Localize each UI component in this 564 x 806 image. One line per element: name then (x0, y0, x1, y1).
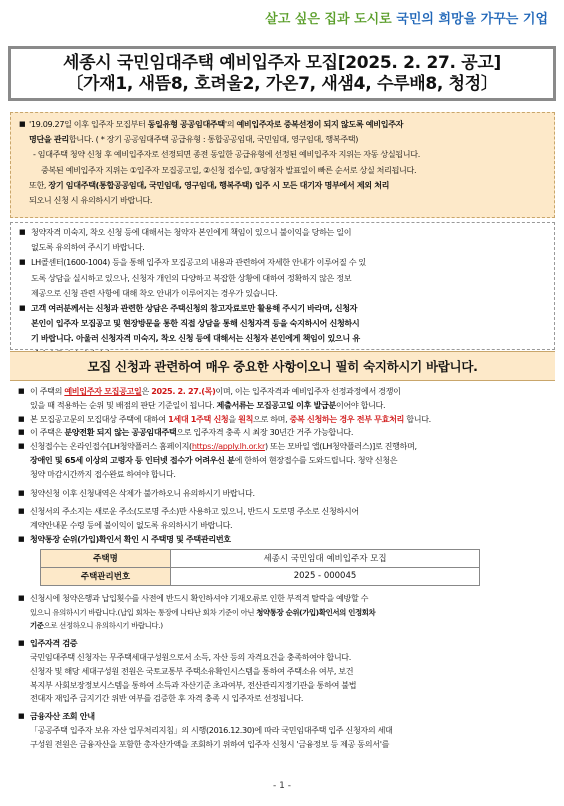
main-item-eligibility-l2: 신청자 및 해당 세대구성원 전원은 국토교통부 주택소유확인시스템을 통하여 주택소유 여부, 보건 (30, 665, 354, 676)
main-item-road-address-cont: 계약안내문 수령 등에 불이익이 없도록 유의하시기 바랍니다. (30, 520, 233, 531)
main-item-financial-l2: 구성원 전원은 금융자산을 포함한 총자산가액을 조회하기 위하여 입주자 신청시 '금융정보 등 제공 동의서'를 (30, 738, 390, 749)
notice1-line4: 중복된 예비입주자 지위는 ①입주자 모집공고일, ②신청 접수일, ③당첨자 발표일이 빠른 순서로 상실 처리됩니다. (41, 164, 417, 175)
main-item-online-application-cont1: 장애인 및 65세 이상의 고령자 등 인터넷 접수가 어려우신 분에 한하여 현장접수를 도와드립니다. 청약 신청은 (30, 454, 398, 465)
main-item-bank-check: ■ 신청시에 청약은행과 납입횟수를 사전에 반드시 확인하셔야 기재오류로 인한 부적격 탈락을 예방할 수 (18, 592, 547, 606)
main-item-financial-l1: 「공공주택 입주자 보유 자산 업무처리지침」의 시행(2016.12.30)에 따라 국민임대주택 입주 신청자의 세대 (30, 724, 393, 735)
main-item-bank-check-cont1: 있으니 유의하시기 바랍니다.(납입 회차는 통장에 나타난 회차 기준이 아닌 청약통장 순위(가입)확인서의 인정회차 (30, 607, 376, 617)
title-box (8, 46, 556, 101)
main-item-announcement-date-cont: 있을 때 적용하는 순위 및 배점의 판단 기준일이 됩니다. 제출서류는 모집공고일 이후 발급분이어야 합니다. (30, 399, 386, 410)
notice-caution (10, 222, 555, 350)
notice1-line3: - 임대주택 청약 신청 후 예비입주자로 선정되면 종전 동일한 공급유형에 선정된 예비입주자 지위는 자동 상실됩니다. (33, 149, 420, 160)
main-item-financial-heading: ■ 금융자산 조회 안내 (18, 710, 547, 724)
notice2-b3-line2: 본인이 입주자 모집공고 및 현장방문을 통한 직접 상담을 통해 신청자격 등을 숙지하시어 신청하시 (31, 318, 360, 329)
notice2-b3-line1: ■ 고객 여러분께서는 신청과 관련한 상담은 주택신청의 참고자료로만 활용해 주시기 바라며, 신청자 (19, 301, 546, 316)
page-number: - 1 - (273, 781, 291, 791)
main-item-bank-check-cont2: 기준으로 선정하오니 유의하시기 바랍니다.) (30, 621, 163, 631)
slogan (265, 8, 548, 27)
main-item-eligibility-l4: 전대자 재입주 금지기간 위반 여부를 검증한 후 자격 충족 시 입주자로 선정됩니다. (30, 693, 304, 704)
important-notice-bar (10, 351, 555, 381)
main-item-online-application-cont2: 청약 마감시간까지 접수완료 하여야 합니다. (30, 468, 176, 479)
title-line2: 〔가재1, 새뜸8, 호려울2, 가온7, 새샘4, 수루배8, 청정〕 (66, 73, 498, 94)
main-item-online-application: ■ 신청접수는 온라인접수[LH청약플러스 홈페이지(https://apply.lh.or.kr) 또는 모바일 앱(LH청약플러스)]로 진행하며, (18, 440, 547, 454)
main-item-subscription-check: ■ 청약통장 순위(가입)확인서 확인 시 주택명 및 주택관리번호 (18, 533, 547, 547)
main-item-no-delete: ■ 청약신청 이후 신청내역은 삭제가 불가하오니 유의하시기 바랍니다. (18, 487, 547, 501)
slogan-part2: 국민의 희망을 가꾸는 기업 (396, 12, 548, 27)
title-line1: 세종시 국민임대주택 예비입주자 모집[2025. 2. 27. 공고] (62, 52, 502, 73)
notice1-line2: 명단을 관리합니다. ( * 장기 공공임대주택 공급유형 : 통합공공임대, 국민임대, 영구임대, 행복주택) (29, 134, 359, 145)
main-item-eligibility-heading: ■ 입주자격 검증 (18, 637, 547, 651)
main-item-road-address: ■ 신청서의 주소지는 새로운 주소(도로명 주소)만 사용하고 있으니, 반드시 도로명 주소로 신청하시어 (18, 505, 547, 519)
notice2-b1-line2: 없도록 유의하여 주시기 바랍니다. (31, 242, 145, 253)
notice2-b1-line1: ■ 청약자격 미숙지, 착오 신청 등에 대해서는 청약자 본인에게 책임이 있으니 불이익을 당하는 일이 (19, 225, 546, 240)
notice2-b2-line1: ■ LH콜센터(1600-1004) 등을 통해 입주자 모집공고의 내용과 관련하여 자세한 안내가 이루어질 수 있 (19, 255, 546, 270)
table-label-housing-code: 주택관리번호 (41, 567, 171, 585)
main-notice-list (10, 385, 555, 752)
notice-duplicate-selection (10, 112, 555, 218)
housing-info-table (40, 549, 480, 586)
important-notice-text: 모집 신청과 관련하여 매우 중요한 사항이오니 필히 숙지하시기 바랍니다. (87, 359, 478, 374)
main-item-one-house: ■ 본 모집공고문의 모집대상 주택에 대하여 1세대 1주택 신청을 원칙으로 하며, 중복 신청하는 경우 전부 무효처리 합니다. (18, 413, 547, 427)
table-value-housing-code: 2025 - 000045 (171, 567, 480, 585)
apply-link[interactable]: https://apply.lh.or.kr (191, 441, 265, 452)
table-row (41, 549, 480, 567)
main-item-no-conversion: ■ 이 주택은 분양전환 되지 않는 공공임대주택으로 입주자격 충족 시 최장 30년간 거주 가능합니다. (18, 426, 547, 440)
table-value-housing-name: 세종시 국민임대 예비입주자 모집 (171, 549, 480, 567)
slogan-part1: 살고 싶은 집과 도시로 (265, 12, 392, 27)
table-row (41, 567, 480, 585)
notice1-line1: ■ '19.09.27일 이후 입주자 모집부터 동일유형 공공임대주택'의 예비입주자로 중복선정이 되지 않도록 예비입주자 (19, 117, 546, 132)
notice1-line6: 되오니 신청 시 유의하시기 바랍니다. (29, 195, 153, 206)
notice2-b3-line3: 기 바랍니다. 아울러 신청자격 미숙지, 착오 신청 등에 대해서는 신청자 본인에게 책임이 있으니 유 (31, 333, 360, 344)
main-item-eligibility-l3: 복지부 사회보장정보시스템을 통하여 소득과 자산기준 초과여부, 전산관리지정기관을 통하여 불법 (30, 679, 357, 690)
notice2-b2-line2: 도록 상담을 실시하고 있으나, 신청자 개인의 다양하고 복잡한 상황에 대하여 정확하지 않은 정보 (31, 272, 352, 283)
notice2-b2-line3: 제공으로 신청 관련 사항에 대해 착오 안내가 이루어지는 경우가 있습니다. (31, 287, 278, 298)
table-label-housing-name: 주택명 (41, 549, 171, 567)
main-item-eligibility-l1: 국민임대주택 신청자는 무주택세대구성원으로서 소득, 자산 등의 자격요건을 충족하여야 합니다. (30, 651, 351, 662)
notice1-line5: 또한, 장기 임대주택(통합공공임대, 국민임대, 영구임대, 행복주택) 입주 시 모든 대기자 명부에서 제외 처리 (29, 179, 390, 190)
main-item-announcement-date: ■ 이 주택의 예비입주자 모집공고일은 2025. 2. 27.(목)이며, 이는 입주자격과 예비입주자 선정과정에서 경쟁이 (18, 385, 547, 399)
